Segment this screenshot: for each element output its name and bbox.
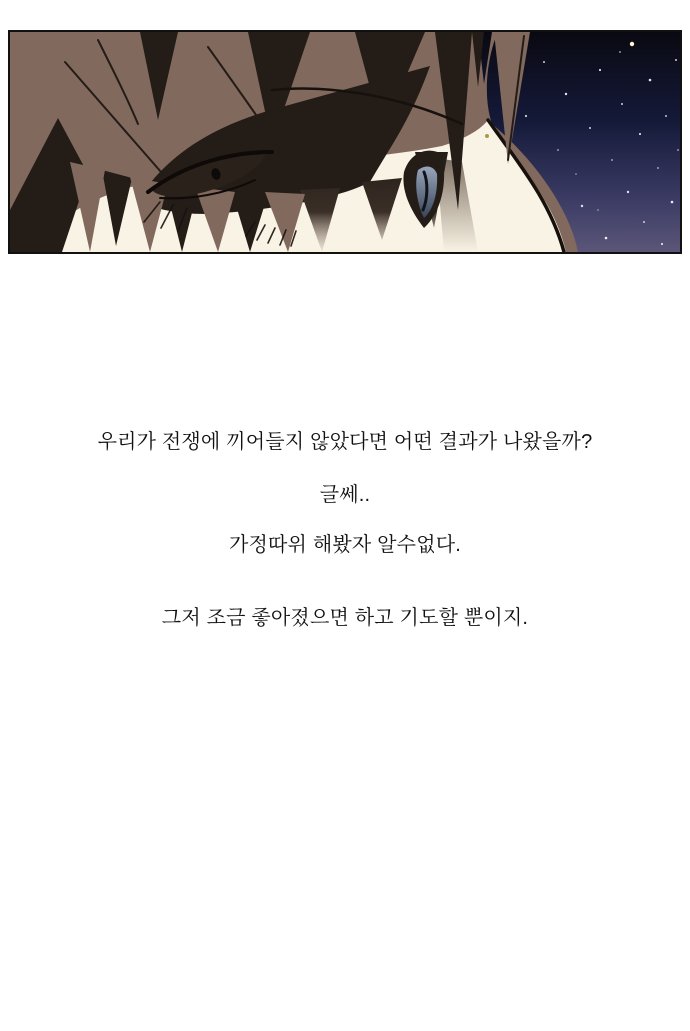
narration-line-1: 우리가 전쟁에 끼어들지 않았다면 어떤 결과가 나왔을까? bbox=[97, 431, 593, 453]
narration-line-4: 그저 조금 좋아졌으면 하고 기도할 뿐이지. bbox=[161, 607, 529, 629]
narration-line-3: 가정따위 해봤자 알수없다. bbox=[229, 534, 461, 556]
narration-line-2: 글쎄.. bbox=[319, 484, 371, 506]
